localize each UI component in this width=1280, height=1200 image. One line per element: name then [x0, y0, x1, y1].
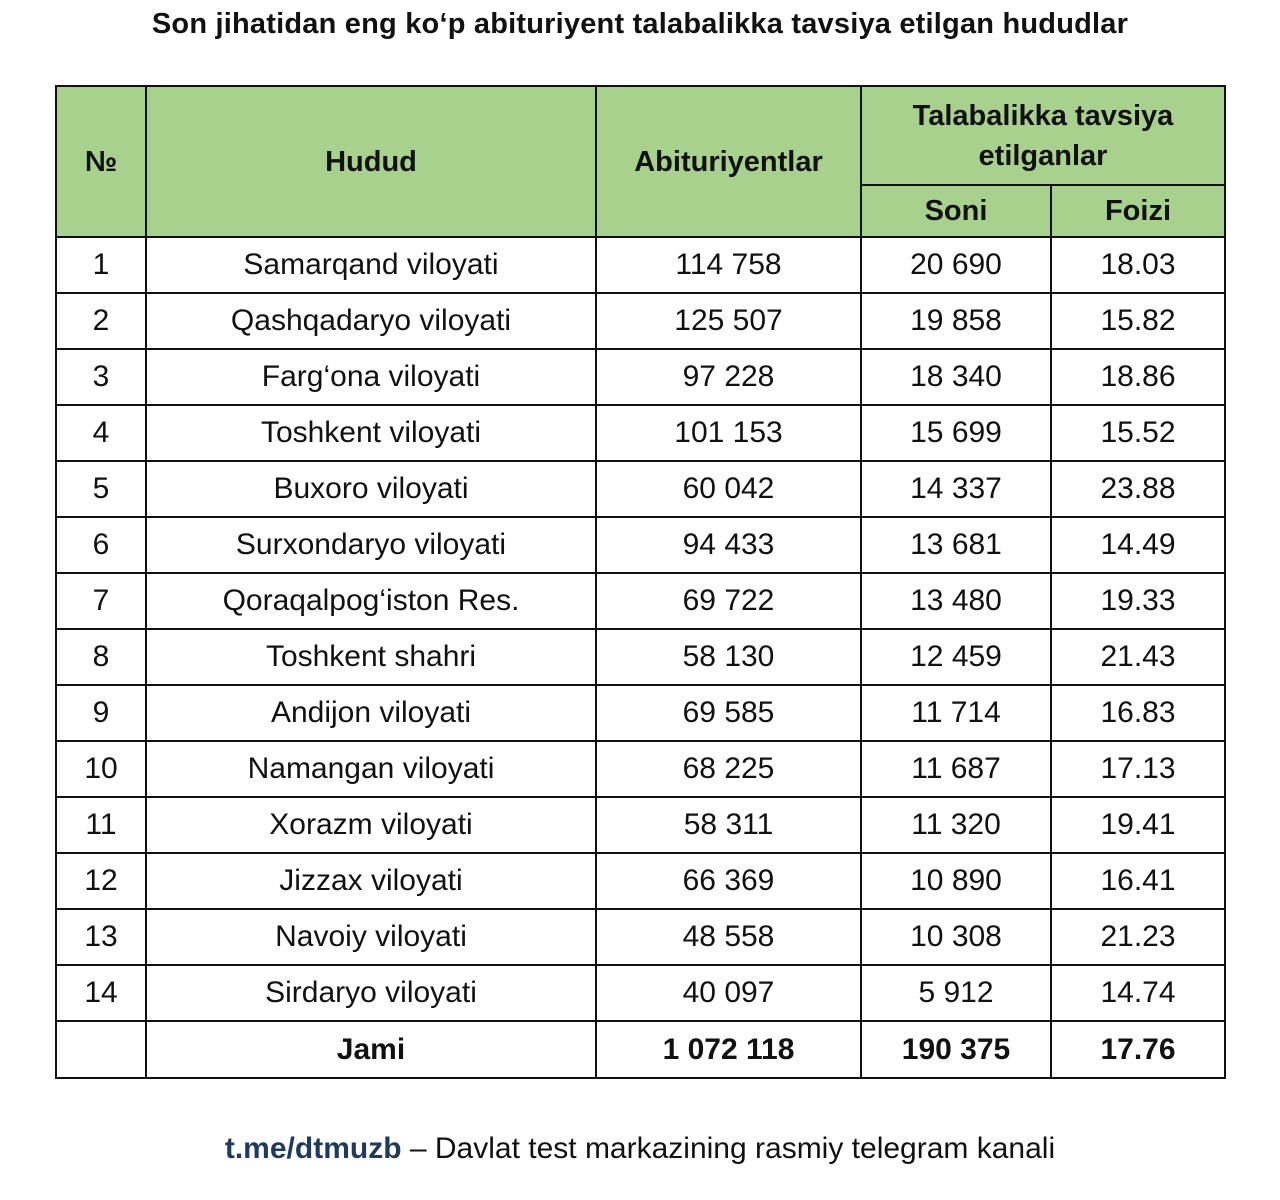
table-row [56, 909, 1225, 965]
table-body [56, 237, 1225, 1021]
row-num-cell: 1 [56, 237, 146, 293]
header-num: № [56, 86, 146, 237]
row-num-cell: 5 [56, 461, 146, 517]
header-recommended: Talabalikka tavsiya etilganlar [861, 86, 1225, 185]
row-num-cell: 9 [56, 685, 146, 741]
row-region-cell: Samarqand viloyati [146, 237, 596, 293]
row-percent-cell: 21.43 [1051, 629, 1225, 685]
row-percent-cell: 19.33 [1051, 573, 1225, 629]
total-count: 190 375 [861, 1021, 1051, 1078]
row-num-cell: 14 [56, 965, 146, 1021]
table-row [56, 853, 1225, 909]
row-applicants-cell: 69 722 [596, 573, 861, 629]
table-row [56, 965, 1225, 1021]
table-row [56, 517, 1225, 573]
table-row [56, 797, 1225, 853]
row-count-cell: 13 681 [861, 517, 1051, 573]
row-num-cell: 11 [56, 797, 146, 853]
row-count-cell: 20 690 [861, 237, 1051, 293]
row-count-cell: 19 858 [861, 293, 1051, 349]
header-applicants: Abituriyentlar [596, 86, 861, 237]
table-row [56, 685, 1225, 741]
row-count-cell: 15 699 [861, 405, 1051, 461]
row-count-cell: 11 687 [861, 741, 1051, 797]
row-percent-cell: 21.23 [1051, 909, 1225, 965]
row-applicants-cell: 94 433 [596, 517, 861, 573]
row-num-cell: 3 [56, 349, 146, 405]
page-title: Son jihatidan eng ko‘p abituriyent talabalikka tavsiya etilgan hududlar [151, 8, 1129, 40]
row-num-cell: 10 [56, 741, 146, 797]
row-num-cell: 8 [56, 629, 146, 685]
row-percent-cell: 16.83 [1051, 685, 1225, 741]
row-num-cell: 7 [56, 573, 146, 629]
row-region-cell: Surxondaryo viloyati [146, 517, 596, 573]
total-percent: 17.76 [1051, 1021, 1225, 1078]
total-applicants: 1 072 118 [596, 1021, 861, 1078]
row-num-cell: 12 [56, 853, 146, 909]
row-applicants-cell: 58 311 [596, 797, 861, 853]
row-count-cell: 10 308 [861, 909, 1051, 965]
table-row [56, 741, 1225, 797]
table-row [56, 573, 1225, 629]
row-count-cell: 5 912 [861, 965, 1051, 1021]
row-percent-cell: 14.74 [1051, 965, 1225, 1021]
row-applicants-cell: 66 369 [596, 853, 861, 909]
row-percent-cell: 23.88 [1051, 461, 1225, 517]
row-percent-cell: 15.82 [1051, 293, 1225, 349]
row-applicants-cell: 48 558 [596, 909, 861, 965]
row-count-cell: 14 337 [861, 461, 1051, 517]
row-percent-cell: 16.41 [1051, 853, 1225, 909]
total-label: Jami [146, 1021, 596, 1078]
row-applicants-cell: 97 228 [596, 349, 861, 405]
row-applicants-cell: 58 130 [596, 629, 861, 685]
header-region: Hudud [146, 86, 596, 237]
table-row [56, 405, 1225, 461]
row-applicants-cell: 114 758 [596, 237, 861, 293]
row-num-cell: 6 [56, 517, 146, 573]
row-count-cell: 18 340 [861, 349, 1051, 405]
row-region-cell: Jizzax viloyati [146, 853, 596, 909]
row-percent-cell: 15.52 [1051, 405, 1225, 461]
row-num-cell: 13 [56, 909, 146, 965]
row-region-cell: Qoraqalpog‘iston Res. [146, 573, 596, 629]
table-row [56, 237, 1225, 293]
row-applicants-cell: 40 097 [596, 965, 861, 1021]
table-row [56, 461, 1225, 517]
row-count-cell: 10 890 [861, 853, 1051, 909]
row-region-cell: Buxoro viloyati [146, 461, 596, 517]
row-applicants-cell: 125 507 [596, 293, 861, 349]
row-percent-cell: 19.41 [1051, 797, 1225, 853]
row-region-cell: Toshkent shahri [146, 629, 596, 685]
row-count-cell: 11 714 [861, 685, 1051, 741]
row-percent-cell: 18.03 [1051, 237, 1225, 293]
row-num-cell: 4 [56, 405, 146, 461]
row-region-cell: Toshkent viloyati [146, 405, 596, 461]
row-applicants-cell: 60 042 [596, 461, 861, 517]
regions-table [55, 85, 1226, 1079]
row-region-cell: Namangan viloyati [146, 741, 596, 797]
row-count-cell: 13 480 [861, 573, 1051, 629]
row-count-cell: 12 459 [861, 629, 1051, 685]
header-count: Soni [861, 185, 1051, 237]
total-num-cell [56, 1021, 146, 1078]
table-row [56, 293, 1225, 349]
row-applicants-cell: 101 153 [596, 405, 861, 461]
table-row [56, 629, 1225, 685]
header-percent: Foizi [1051, 185, 1225, 237]
row-count-cell: 11 320 [861, 797, 1051, 853]
row-region-cell: Qashqadaryo viloyati [146, 293, 596, 349]
table-row [56, 349, 1225, 405]
footer [0, 1132, 1280, 1166]
telegram-link[interactable]: t.me/dtmuzb [224, 1132, 402, 1165]
row-applicants-cell: 69 585 [596, 685, 861, 741]
row-region-cell: Farg‘ona viloyati [146, 349, 596, 405]
row-region-cell: Navoiy viloyati [146, 909, 596, 965]
row-region-cell: Andijon viloyati [146, 685, 596, 741]
footer-text: – Davlat test markazining rasmiy telegram kanali [401, 1132, 1056, 1165]
row-num-cell: 2 [56, 293, 146, 349]
row-applicants-cell: 68 225 [596, 741, 861, 797]
row-percent-cell: 18.86 [1051, 349, 1225, 405]
row-region-cell: Sirdaryo viloyati [146, 965, 596, 1021]
row-percent-cell: 17.13 [1051, 741, 1225, 797]
row-region-cell: Xorazm viloyati [146, 797, 596, 853]
row-percent-cell: 14.49 [1051, 517, 1225, 573]
total-row [56, 1021, 1225, 1078]
